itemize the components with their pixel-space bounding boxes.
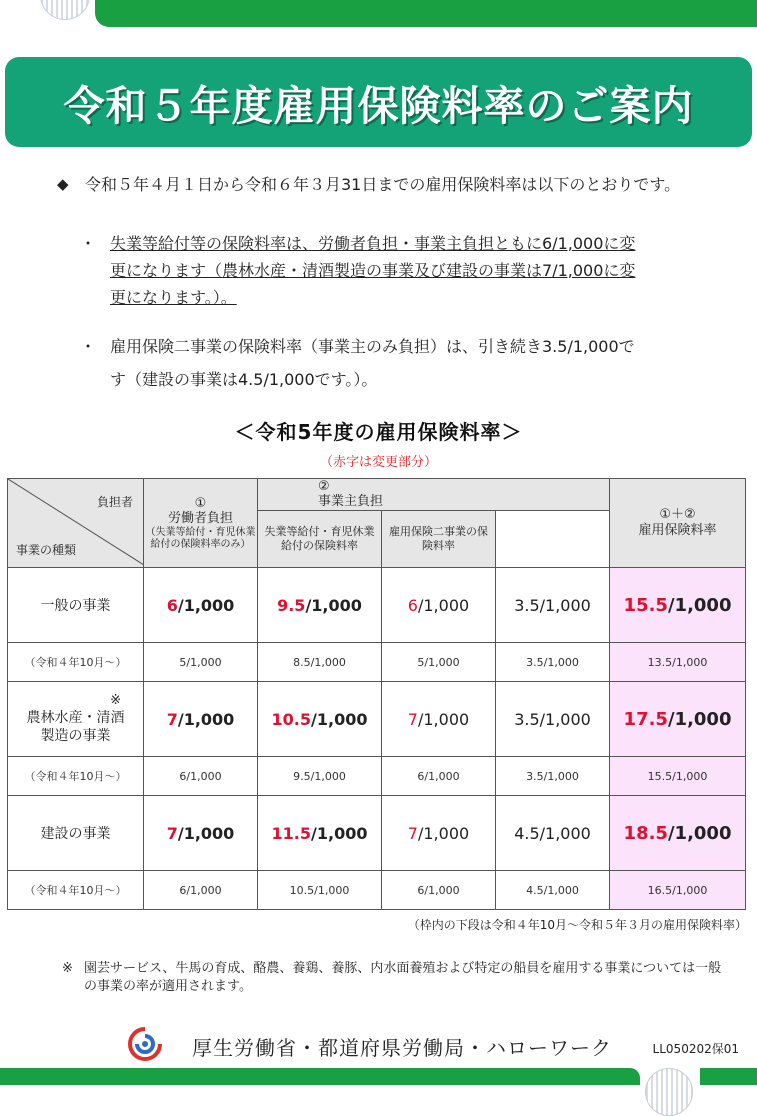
bottom-green-band [0,1068,640,1085]
cell-prev: 5/1,000 [144,643,258,682]
header-worker-label: 労働者負担 [167,510,233,526]
table-row-construction [8,796,746,871]
bullet-text: 失業等給付等の保険料率は、労働者負担・事業主負担ともに6/1,000に変更になります（農林水産・清酒製造の事業及び建設の事業は7/1,000に変更になります。）。 [110,234,636,307]
bullet-dot-icon: ・ [80,337,97,356]
cell-employer-two-programs: 3.5/1,000 [496,682,610,757]
cell-employer-benefit: 6/1,000 [382,568,496,643]
header-employer-label: 事業主負担 [318,494,384,509]
cell-employer-benefit: 7/1,000 [382,682,496,757]
bottom-green-band [700,1068,757,1085]
header-kind-label: 事業の種類 [16,543,77,557]
footer-organization: 厚生労働省・都道府県労働局・ハローワーク [192,1036,612,1060]
cell-prev: 6/1,000 [382,757,496,796]
bullet-item-benefit-rate [80,230,640,311]
cell-prev: 8.5/1,000 [258,643,382,682]
cell-worker: 6/1,000 [144,568,258,643]
table-row-agriculture-previous [8,757,746,796]
footer [0,1022,757,1067]
cell-worker: 7/1,000 [144,682,258,757]
cell-prev: 9.5/1,000 [258,757,382,796]
header-employer [258,479,610,511]
header-employer-two-programs: 雇用保険二事業の保険料率 [382,511,496,568]
header-burden-label: 負担者 [96,495,133,509]
cell-prev: 4.5/1,000 [496,871,610,910]
header-total-label: 雇用保険料率 [638,523,717,538]
table-footnote: （枠内の下段は令和４年10月～令和５年３月の雇用保険料率） [407,918,747,932]
table-row-general-previous [8,643,746,682]
bullet-item-two-programs-rate [80,330,640,396]
top-decoration-bar [0,0,757,27]
bullet-dot-icon: ・ [80,234,97,253]
cell-employer: 11.5/1,000 [258,796,382,871]
table-row-construction-previous [8,871,746,910]
table-row-general [8,568,746,643]
kome-footnote [62,960,722,996]
rates-table [7,478,746,910]
table-red-note: （赤字は変更部分） [319,455,437,470]
diamond-bullet-icon: ◆ [57,175,69,193]
header-employer-benefit: 失業等給付・育児休業給付の保険料率 [258,511,382,568]
header-employer-number: ② [318,479,330,494]
cell-worker: 7/1,000 [144,796,258,871]
cell-employer-two-programs: 3.5/1,000 [496,568,610,643]
header-worker-number: ① [194,495,207,511]
table-title: ＜令和5年度の雇用保険料率＞ [234,420,523,444]
header-total [610,479,746,568]
row-prev-label: （令和４年10月～） [8,643,144,682]
cell-employer-two-programs: 4.5/1,000 [496,796,610,871]
row-prev-label: （令和４年10月～） [8,871,144,910]
intro-paragraph [57,173,697,196]
cell-employer: 9.5/1,000 [258,568,382,643]
cell-prev: 3.5/1,000 [496,757,610,796]
row-prev-label: （令和４年10月～） [8,757,144,796]
header-worker-sub: （失業等給付・育児休業給付の保険料率のみ） [145,526,256,550]
cell-prev-total: 13.5/1,000 [610,643,746,682]
cell-total: 15.5/1,000 [610,568,746,643]
header-worker [144,479,258,568]
table-row-agriculture [8,682,746,757]
cell-total: 18.5/1,000 [610,796,746,871]
cell-prev-total: 16.5/1,000 [610,871,746,910]
cell-prev: 6/1,000 [144,871,258,910]
page-title: 令和５年度雇用保険料率のご案内 [63,81,694,130]
bullet-text: 雇用保険二事業の保険料率（事業主のみ負担）は、引き続き3.5/1,000です（建設の事業は4.5/1,000です。）。 [110,337,635,389]
bottom-decoration-bar [0,1068,757,1085]
kome-mark: ※ [110,693,121,708]
intro-text: 令和５年４月１日から令和６年３月31日までの雇用保険料率は以下のとおりです。 [85,175,681,194]
footer-document-code: LL050202保01 [652,1042,739,1056]
header-total-number: ①＋② [659,507,696,522]
decorative-circle [645,1068,693,1116]
ministry-logo-icon [127,1026,163,1062]
cell-total: 17.5/1,000 [610,682,746,757]
kome-footnote-text: 園芸サービス、牛馬の育成、酪農、養鶏、養豚、内水面養殖および特定の船員を雇用する事業については一般の事業の率が適用されます。 [84,961,722,994]
cell-prev: 10.5/1,000 [258,871,382,910]
cell-employer: 10.5/1,000 [258,682,382,757]
kome-mark: ※ [62,961,73,976]
cell-prev: 6/1,000 [382,871,496,910]
decorative-circle [40,0,90,20]
row-name-construction: 建設の事業 [8,796,144,871]
top-green-band [95,0,757,27]
cell-employer-benefit: 7/1,000 [382,796,496,871]
header-corner-cell [8,479,144,568]
cell-prev: 5/1,000 [382,643,496,682]
cell-prev: 3.5/1,000 [496,643,610,682]
row-name-agriculture: ※ 農林水産・清酒製造の事業 [8,682,144,757]
title-banner [5,57,752,147]
row-name-general: 一般の事業 [8,568,144,643]
cell-prev-total: 15.5/1,000 [610,757,746,796]
cell-prev: 6/1,000 [144,757,258,796]
